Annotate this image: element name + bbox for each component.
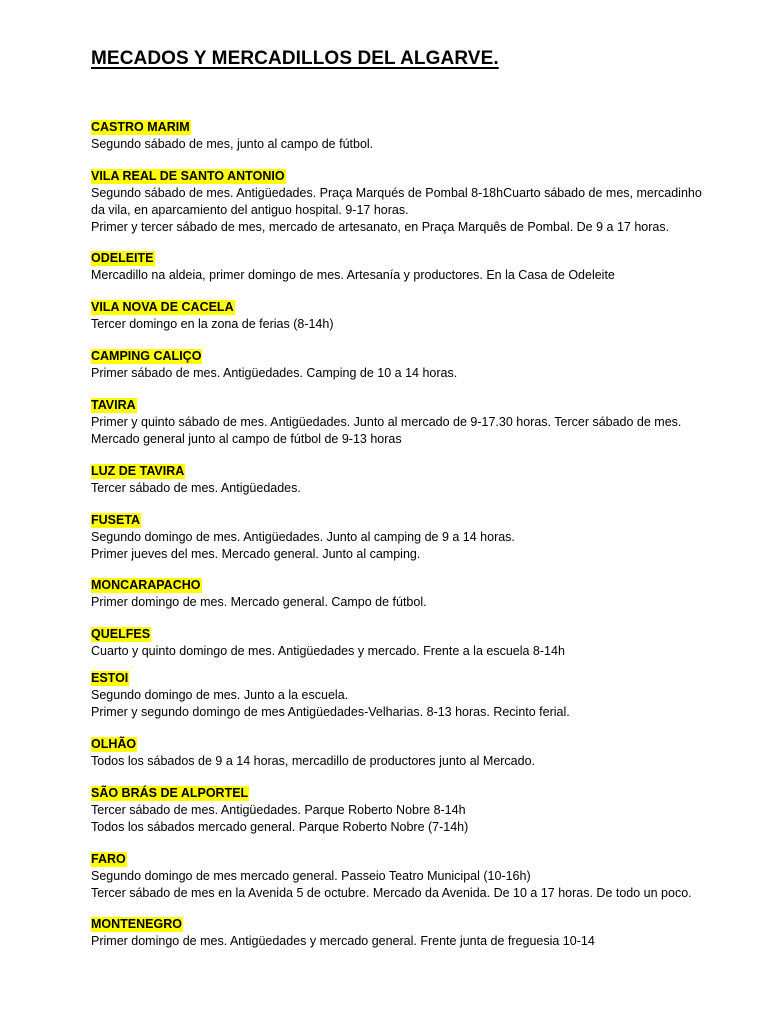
document-page bbox=[91, 46, 741, 948]
market-entry-quelfes bbox=[91, 625, 741, 660]
entry-line: Primer y quinto sábado de mes. Antigüedades. Junto al mercado de 9-17.30 horas. Tercer sábado de mes. bbox=[91, 415, 682, 429]
document-title: MECADOS Y MERCADILLOS DEL ALGARVE. bbox=[91, 48, 499, 69]
place-heading: VILA REAL DE SANTO ANTONIO bbox=[91, 169, 285, 183]
entry-line: Primer y segundo domingo de mes Antigüedades-Velharias. 8-13 horas. Recinto ferial. bbox=[91, 705, 570, 719]
entry-line: Cuarto y quinto domingo de mes. Antigüedades y mercado. Frente a la escuela 8-14h bbox=[91, 644, 565, 658]
market-entry-moncarapacho bbox=[91, 576, 741, 611]
entry-line: Tercer sábado de mes en la Avenida 5 de octubre. Mercado da Avenida. De 10 a 17 horas. De todo un poco. bbox=[91, 886, 692, 900]
entry-line: Mercado general junto al campo de fútbol de 9-13 horas bbox=[91, 432, 402, 446]
market-entry-montenegro bbox=[91, 915, 741, 950]
market-entry-luz-de-tavira bbox=[91, 462, 741, 497]
place-heading: CASTRO MARIM bbox=[91, 120, 190, 134]
entry-line: Tercer sábado de mes. Antigüedades. bbox=[91, 481, 301, 495]
entry-line: Primer domingo de mes. Mercado general. Campo de fútbol. bbox=[91, 595, 427, 609]
entry-line: Primer y tercer sábado de mes, mercado de artesanato, en Praça Marquês de Pombal. De 9 a 17 horas. bbox=[91, 220, 670, 234]
place-heading: SÃO BRÁS DE ALPORTEL bbox=[91, 786, 249, 800]
entry-line: Segundo sábado de mes. Antigüedades. Praça Marqués de Pombal 8-18hCuarto sábado de mes, mercadinho bbox=[91, 186, 702, 200]
entry-line: da vila, en aparcamiento del antiguo hospital. 9-17 horas. bbox=[91, 203, 409, 217]
market-entry-vila-nova-de-cacela bbox=[91, 298, 741, 333]
entry-line: Segundo domingo de mes. Junto a la escuela. bbox=[91, 688, 349, 702]
market-entry-tavira bbox=[91, 396, 741, 448]
market-entry-faro bbox=[91, 850, 741, 902]
entry-line: Segundo domingo de mes mercado general. Passeio Teatro Municipal (10-16h) bbox=[91, 869, 531, 883]
entry-line: Segundo domingo de mes. Antigüedades. Junto al camping de 9 a 14 horas. bbox=[91, 530, 515, 544]
entry-line: Segundo sábado de mes, junto al campo de fútbol. bbox=[91, 137, 374, 151]
place-heading: CAMPING CALIÇO bbox=[91, 349, 202, 363]
entry-line: Primer domingo de mes. Antigüedades y mercado general. Frente junta de freguesia 10-14 bbox=[91, 934, 595, 948]
entry-line: Tercer domingo en la zona de ferias (8-14h) bbox=[91, 317, 334, 331]
place-heading: VILA NOVA DE CACELA bbox=[91, 300, 234, 314]
place-heading: ODELEITE bbox=[91, 251, 154, 265]
market-entry-sao-bras-de-alportel bbox=[91, 784, 741, 836]
place-heading: TAVIRA bbox=[91, 398, 136, 412]
market-entry-camping-calico bbox=[91, 347, 741, 382]
place-heading: MONCARAPACHO bbox=[91, 578, 201, 592]
market-entry-fuseta bbox=[91, 511, 741, 563]
place-heading: FUSETA bbox=[91, 513, 141, 527]
entry-line: Primer sábado de mes. Antigüedades. Camping de 10 a 14 horas. bbox=[91, 366, 458, 380]
place-heading: MONTENEGRO bbox=[91, 917, 182, 931]
market-entry-vila-real-de-santo-antonio bbox=[91, 167, 741, 236]
market-entry-odeleite bbox=[91, 249, 741, 284]
place-heading: QUELFES bbox=[91, 627, 151, 641]
market-entry-estoi bbox=[91, 669, 741, 721]
place-heading: FARO bbox=[91, 852, 126, 866]
market-entry-olhao bbox=[91, 735, 741, 770]
place-heading: ESTOI bbox=[91, 671, 129, 685]
entry-line: Primer jueves del mes. Mercado general. Junto al camping. bbox=[91, 547, 421, 561]
entry-line: Todos los sábados mercado general. Parque Roberto Nobre (7-14h) bbox=[91, 820, 469, 834]
entry-line: Mercadillo na aldeia, primer domingo de mes. Artesanía y productores. En la Casa de Odeleite bbox=[91, 268, 615, 282]
place-heading: LUZ DE TAVIRA bbox=[91, 464, 185, 478]
entry-line: Tercer sábado de mes. Antigüedades. Parque Roberto Nobre 8-14h bbox=[91, 803, 466, 817]
market-entry-castro-marim bbox=[91, 118, 741, 153]
entry-line: Todos los sábados de 9 a 14 horas, mercadillo de productores junto al Mercado. bbox=[91, 754, 536, 768]
place-heading: OLHÃO bbox=[91, 737, 137, 751]
